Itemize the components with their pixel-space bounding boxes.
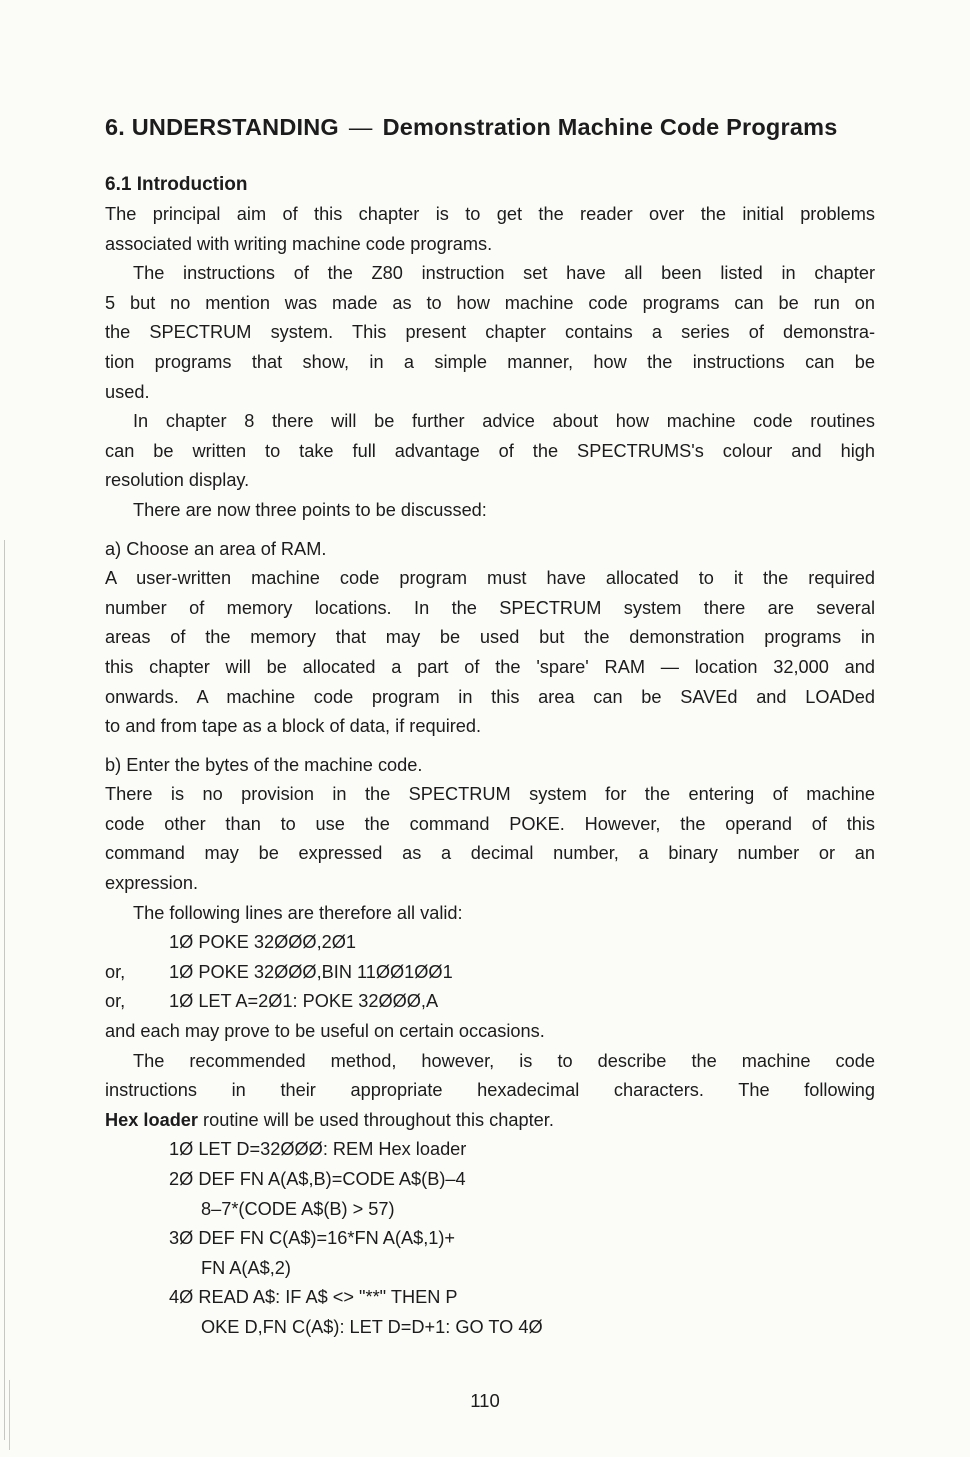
page-edge-line [4, 540, 5, 1440]
code-prefix: or, [105, 961, 126, 982]
chapter-title [105, 114, 895, 141]
text-line: expression. [105, 873, 199, 894]
text-line: The recommended method, however, is to describe the machine code [133, 1050, 875, 1071]
code-line: OKE D,FN C(A$): LET D=D+1: GO TO 4Ø [201, 1316, 543, 1337]
code-line [105, 958, 875, 988]
text-line: onwards. A machine code program in this area can be SAVEd and LOADed [105, 686, 875, 707]
subsection-heading: a) Choose an area of RAM. [105, 538, 327, 559]
code-line: 1Ø LET D=32ØØØ: REM Hex loader [169, 1139, 467, 1160]
text-line: to and from tape as a block of data, if required. [105, 716, 482, 737]
text-line: There is no provision in the SPECTRUM system for the entering of machine [105, 784, 875, 805]
text-line: In chapter 8 there will be further advice about how machine code routines [133, 411, 875, 432]
chapter-title-rest: Demonstration Machine Code Programs [382, 114, 838, 140]
text-line: the SPECTRUM system. This present chapter contains a series of demonstra- [105, 322, 875, 343]
code-line [105, 928, 875, 958]
text-line: used. [105, 381, 150, 402]
chapter-title-number: 6. UNDERSTANDING [105, 114, 339, 140]
code-line [105, 987, 875, 1017]
text-line: tion programs that show, in a simple manner, how the instructions can be [105, 351, 875, 372]
text-line: instructions in their appropriate hexadecimal characters. The following [105, 1080, 875, 1101]
code-text: 1Ø POKE 32ØØØ,BIN 11ØØ1ØØ1 [169, 961, 453, 982]
code-line: FN A(A$,2) [201, 1257, 291, 1278]
section-title: 6.1 Introduction [105, 174, 248, 195]
code-text: 1Ø LET A=2Ø1: POKE 32ØØØ,A [169, 991, 439, 1012]
text-line: resolution display. [105, 470, 250, 491]
text-line: command may be expressed as a decimal number, a binary number or an [105, 843, 875, 864]
subsection-heading: b) Enter the bytes of the machine code. [105, 754, 423, 775]
text-line: A user-written machine code program must have allocated to it the required [105, 568, 875, 589]
code-line: 8–7*(CODE A$(B) > 57) [201, 1198, 395, 1219]
text-line: The instructions of the Z80 instruction set have all been listed in chapter [133, 263, 875, 284]
code-prefix: or, [105, 991, 126, 1012]
text-line: The principal aim of this chapter is to get the reader over the initial problems [105, 204, 875, 224]
text-line: number of memory locations. In the SPECTRUM system there are several [105, 597, 875, 618]
text-line: The following lines are therefore all valid: [133, 902, 463, 923]
text-line: this chapter will be allocated a part of the 'spare' RAM — location 32,000 and [105, 656, 875, 677]
code-line: 3Ø DEF FN C(A$)=16*FN A(A$,1)+ [169, 1228, 456, 1249]
code-text: 1Ø POKE 32ØØØ,2Ø1 [169, 932, 357, 953]
text-fragment: routine will be used throughout this chapter. [198, 1109, 554, 1130]
text-line: code other than to use the command POKE. However, the operand of this [105, 813, 875, 834]
bold-term: Hex loader [105, 1109, 198, 1130]
page-number: 110 [470, 1390, 500, 1411]
code-line: 4Ø READ A$: IF A$ <> "**" THEN P [169, 1287, 458, 1308]
text-line: areas of the memory that may be used but the demonstration programs in [105, 627, 875, 648]
text-line: associated with writing machine code programs. [105, 233, 493, 254]
text-line: can be written to take full advantage of the SPECTRUMS's colour and high [105, 440, 875, 461]
text-line [105, 1106, 875, 1136]
text-line: 5 but no mention was made as to how machine code programs can be run on [105, 292, 875, 313]
body-text [105, 200, 875, 1343]
text-line: and each may prove to be useful on certain occasions. [105, 1021, 545, 1042]
chapter-title-dash: — [348, 114, 373, 140]
code-line: 2Ø DEF FN A(A$,B)=CODE A$(B)–4 [169, 1169, 466, 1189]
text-line: There are now three points to be discussed: [133, 499, 487, 520]
